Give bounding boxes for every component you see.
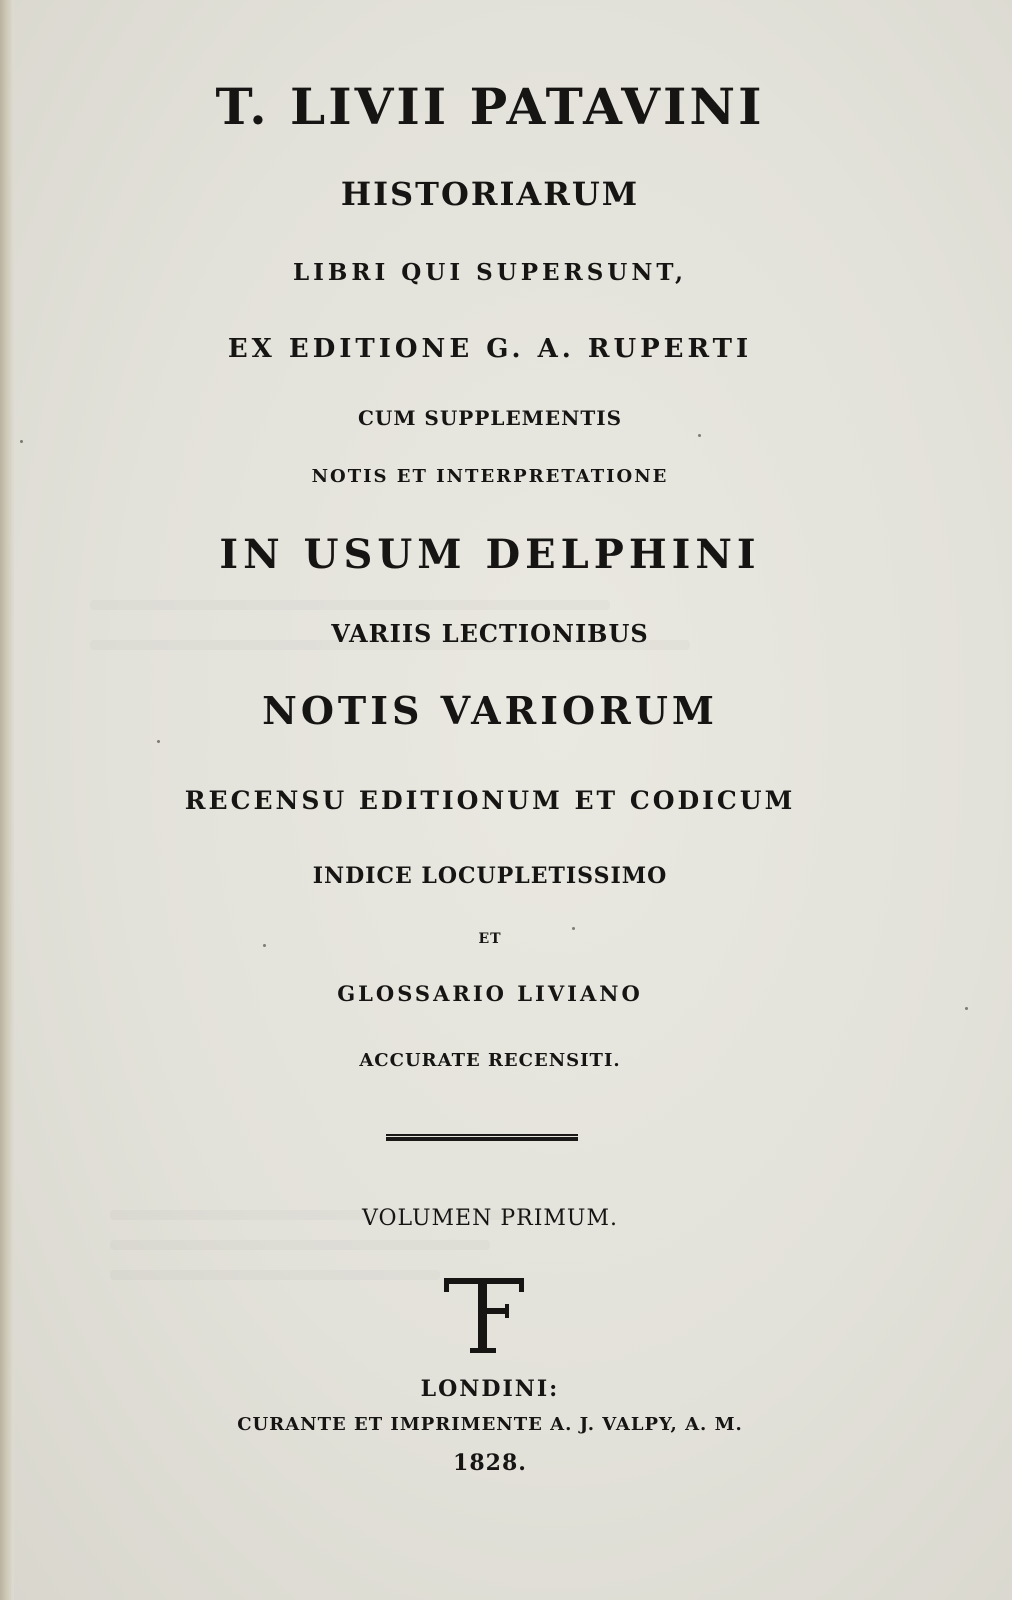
supplements-line: CUM SUPPLEMENTIS [357,406,623,430]
libri-line: LIBRI QUI SUPERSUNT, [292,259,687,286]
bleed-through [110,1240,490,1250]
author-line: T. LIVII PATAVINI [215,77,765,136]
place-line: LONDINI: [420,1376,560,1402]
tf-monogram-icon [444,1278,524,1356]
paper-speck [263,944,266,947]
index-line: INDICE LOCUPLETISSIMO [312,863,668,889]
paper-speck [20,440,23,443]
notes-line: NOTIS ET INTERPRETATIONE [311,466,669,487]
paper-speck [157,740,160,743]
printer-line: CURANTE ET IMPRIMENTE A. J. VALPY, A. M. [237,1414,743,1435]
et-line: ET [478,931,502,947]
glossary-line: GLOSSARIO LIVIANO [337,981,643,1006]
accurate-line: ACCURATE RECENSITI. [359,1050,621,1071]
bleed-through [110,1270,440,1280]
bleed-through [90,600,610,610]
recension-line: RECENSU EDITIONUM ET CODICUM [184,786,796,815]
work-title: HISTORIARUM [340,175,640,213]
variorum-line: NOTIS VARIORUM [262,688,718,733]
paper-speck [698,434,701,437]
paper-speck [572,927,575,930]
edition-line: EX EDITIONE G. A. RUPERTI [227,334,753,364]
readings-line: VARIIS LECTIONIBUS [331,619,649,648]
double-rule-divider [386,1134,578,1144]
paper-speck [965,1007,968,1010]
delphin-line: IN USUM DELPHINI [219,531,761,578]
volume-line: VOLUMEN PRIMUM. [362,1206,618,1231]
year-line: 1828. [453,1450,527,1476]
